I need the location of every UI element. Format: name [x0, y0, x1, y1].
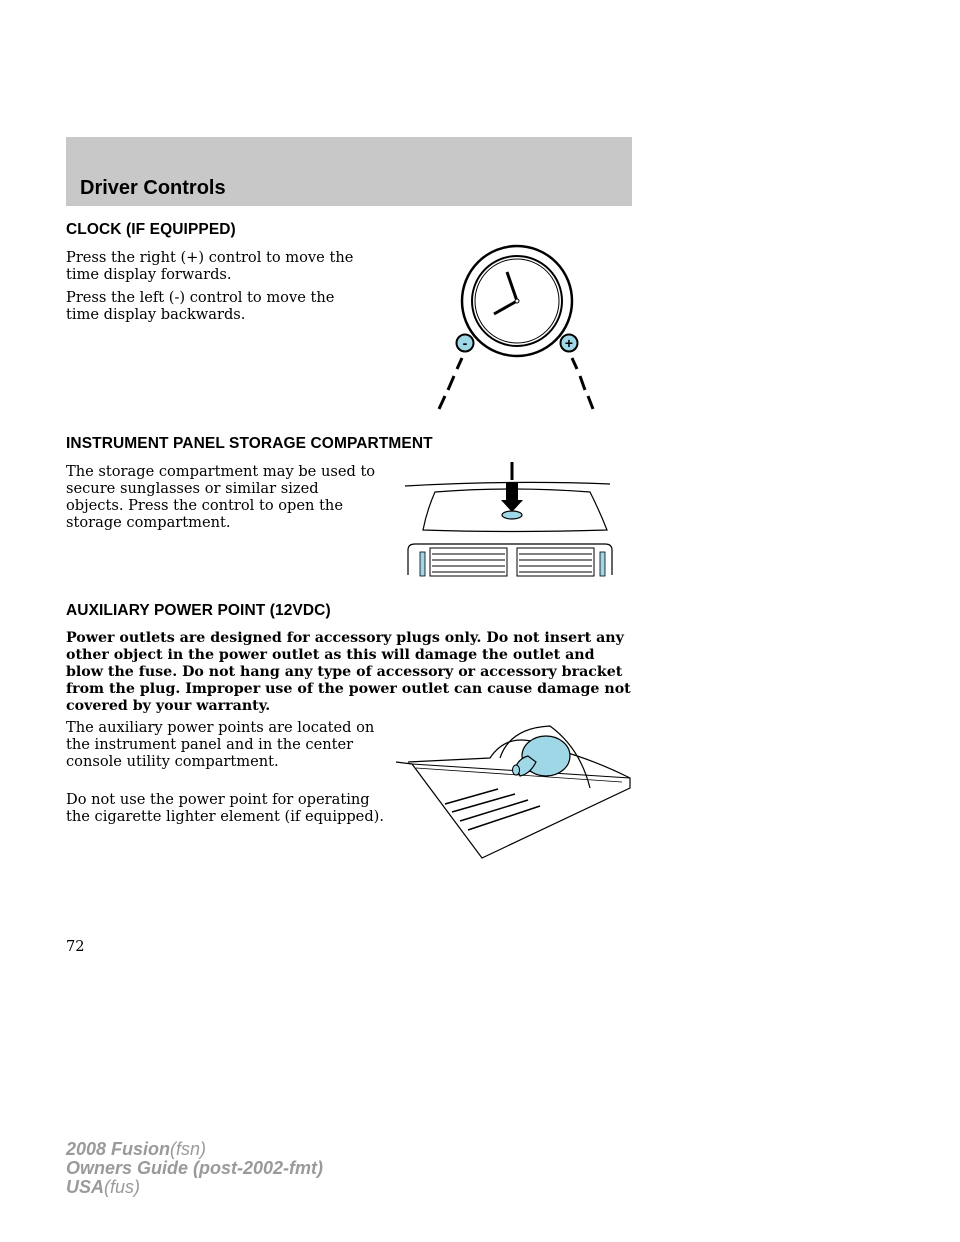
- power-point-lighter-para: Do not use the power point for operating the cigarette lighter element (if equipped).: [66, 791, 384, 825]
- air-vent-right: [517, 548, 594, 576]
- footer-region: USA: [66, 1177, 105, 1197]
- footer-model-tag: (fsn): [170, 1139, 207, 1159]
- clock-para-backward: Press the left (-) control to move the time display backwards.: [66, 289, 335, 323]
- power-point-warning: Power outlets are designed for accessory plugs only. Do not insert any other object in the power outlet as this will damage the outlet and blow the fuse. Do not hang any type of accessory or accessory bracket from the plug. Improper use of the power outlet can cause damage not covered by your warranty.: [66, 630, 631, 714]
- storage-heading: INSTRUMENT PANEL STORAGE COMPARTMENT: [66, 435, 433, 452]
- footer: [66, 1140, 323, 1197]
- svg-text:+: +: [564, 335, 574, 351]
- air-vent-left: [430, 548, 507, 576]
- console-ribs: [445, 789, 540, 830]
- storage-compartment-illustration: [395, 460, 625, 580]
- footer-model: 2008 Fusion: [66, 1139, 171, 1159]
- svg-text:-: -: [462, 335, 468, 351]
- storage-para: The storage compartment may be used to secure sunglasses or similar sized objects. Press the control to open the storage compartment.: [66, 463, 376, 531]
- clock-plus-control: [561, 335, 578, 352]
- page-number: 72: [66, 938, 85, 955]
- power-outlet-cap: [513, 736, 571, 776]
- section-header-bar: [66, 137, 632, 206]
- clock-illustration: [430, 250, 610, 420]
- storage-arrow: [501, 482, 523, 512]
- footer-region-tag: (fus): [104, 1177, 141, 1197]
- section-header-title: Driver Controls: [80, 177, 226, 199]
- clock-heading: CLOCK (IF EQUIPPED): [66, 221, 236, 238]
- clock-para-forward: Press the right (+) control to move the time display forwards.: [66, 249, 354, 283]
- console-outline: [396, 740, 630, 858]
- power-point-illustration: [390, 718, 640, 863]
- footer-guide: Owners Guide (post-2002-fmt): [66, 1158, 324, 1178]
- power-point-heading: AUXILIARY POWER POINT (12VDC): [66, 602, 331, 619]
- clock-left-pointer: [439, 358, 462, 409]
- clock-minus-control: [457, 335, 474, 352]
- storage-release-button: [502, 511, 522, 519]
- clock-right-pointer: [572, 358, 593, 409]
- power-point-location-para: The auxiliary power points are located on the instrument panel and in the center console utility compartment.: [66, 719, 375, 770]
